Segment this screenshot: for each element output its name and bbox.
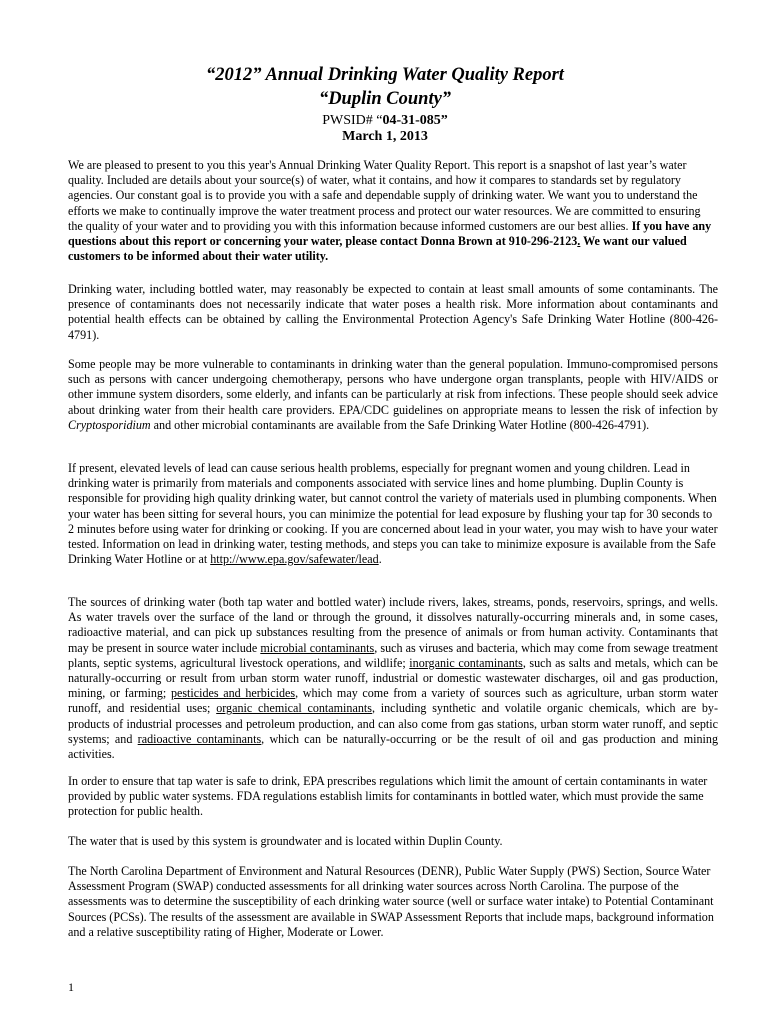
sources-text-c: , such as salts and metals, which can be naturally-occurring or result from urban storm water runoff, industrial or domestic wastewater discharges, oil and gas production, mining, or farming; bbox=[68, 655, 718, 701]
pwsid-value: 04-31-085” bbox=[382, 113, 448, 128]
contaminants-paragraph: Drinking water, including bottled water, may reasonably be expected to contain at least small amounts of some contaminants. The presence of contaminants does not necessarily indicate that water poses a health risk. More information about contaminants and potential health effects can be obtained by calling the Environmental Protection Agency's Safe Drinking Water Hotline (800-426-4791). bbox=[68, 282, 718, 342]
groundwater-paragraph: The water that is used by this system is groundwater and is located within Duplin County. bbox=[68, 834, 503, 848]
lead-paragraph bbox=[68, 461, 718, 567]
organic-chemical-term: organic chemical contaminants bbox=[216, 701, 372, 716]
swap-paragraph: The North Carolina Department of Environment and Natural Resources (DENR), Public Water Supply (PWS) Section, Source Water Assessment Program (SWAP) conducted assessments for all drinking water sources across North Carolina. The purpose of the assessments was to determine the susceptibility of each drinking water source (well or surface water intake) to Potential Contaminant Sources (PCSs). The results of the assessment are available in SWAP Assessment Reports that include maps, background information and a relative susceptibility rating of Higher, Moderate or Lower. bbox=[68, 864, 714, 939]
vulnerable-paragraph bbox=[68, 357, 718, 433]
customers-text: We want our valued customers to be informed about their water utility. bbox=[68, 234, 687, 264]
report-title: “2012” Annual Drinking Water Quality Report bbox=[206, 65, 564, 85]
sources-text-f: , which can be naturally-occurring or be the result of oil and gas production and mining activities. bbox=[68, 731, 718, 762]
microbial-contaminants-term: microbial contaminants bbox=[260, 640, 375, 655]
sources-text-b: , such as viruses and bacteria, which may come from sewage treatment plants, septic systems, agricultural livestock operations, and wildlife; bbox=[68, 640, 718, 670]
intro-paragraph bbox=[68, 158, 718, 264]
intro-text: We are pleased to present to you this year's Annual Drinking Water Quality Report. This report is a snapshot of last year’s water quality. Included are details about your source(s) of water, what it contains, and how it compares to standards set by regulatory agencies. Our constant goal is to provide you with a safe and dependable supply of drinking water. We want you to understand the efforts we make to continually improve the water treatment process and protect our water resources. We are committed to ensuring the quality of your water and to providing you with this information because informed customers are our best allies. bbox=[68, 158, 701, 233]
sources-text-d: , which may come from a variety of sources such as agriculture, urban storm water runoff, and residential uses; bbox=[68, 686, 718, 716]
lead-end: . bbox=[378, 552, 382, 567]
report-date: March 1, 2013 bbox=[342, 129, 428, 144]
pesticides-term: pesticides and herbicides bbox=[170, 686, 296, 701]
inorganic-contaminants-term: inorganic contaminants bbox=[409, 655, 523, 670]
epa-lead-link[interactable]: http://www.epa.gov/safewater/lead bbox=[210, 552, 379, 567]
regulations-paragraph: In order to ensure that tap water is safe to drink, EPA prescribes regulations which limit the amount of certain contaminants in water provided by public water systems. FDA regulations establish limits for contaminants in bottled water, which must provide the same protection for public health. bbox=[68, 774, 708, 819]
county-title: “Duplin County” bbox=[318, 89, 452, 109]
sources-text-e: , including synthetic and volatile organic chemicals, which are by-products of industrial processes and petroleum production, and can also come from gas stations, urban storm water runoff, and septic systems; and bbox=[68, 701, 718, 746]
radioactive-term: radioactive contaminants bbox=[137, 731, 262, 746]
cryptosporidium-text: Cryptosporidium bbox=[68, 417, 151, 432]
pwsid-label: PWSID# “ bbox=[322, 113, 383, 128]
contact-text: If you have any questions about this report or concerning your water, please contact Donna Brown at 910-296-2123 bbox=[68, 218, 712, 249]
vulnerable-text-a: Some people may be more vulnerable to contaminants in drinking water than the general population. Immuno-compromised persons such as persons with cancer undergoing chemotherapy, persons who have undergone organ transplants, people with HIV/AIDS or other immune system disorders, some elderly, and infants can be particularly at risk from infections. These people should seek advice about drinking water from their health care providers. EPA/CDC guidelines on appropriate means to lessen the risk of infection by bbox=[68, 357, 718, 417]
lead-text: If present, elevated levels of lead can cause serious health problems, especially for pregnant women and young children. Lead in drinking water is primarily from materials and components associated with service lines and home plumbing. Duplin County is responsible for providing high quality drinking water, but cannot control the variety of materials used in plumbing components. When your water has been sitting for several hours, you can minimize the potential for lead exposure by flushing your tap for 30 seconds to 2 minutes before using water for drinking or cooking. If you are concerned about lead in your water, you may wish to have your water tested. Information on lead in drinking water, testing methods, and steps you can take to minimize exposure is available from the Safe Drinking Water Hotline or at bbox=[68, 461, 718, 567]
page-number: 1 bbox=[68, 980, 74, 994]
pwsid-line bbox=[0, 112, 770, 129]
sources-text-a: The sources of drinking water (both tap water and bottled water) include rivers, lakes, streams, ponds, reservoirs, springs, and wells. As water travels over the surface of the land or through the ground, it dissolves naturally-occurring minerals and, in some cases, radioactive material, and can pick up substances resulting from the presence of animals or from human activity. Contaminants that may be present in source water include bbox=[68, 595, 718, 655]
contact-period: . bbox=[577, 234, 581, 249]
vulnerable-text-b: and other microbial contaminants are available from the Safe Drinking Water Hotline (800-426-4791). bbox=[150, 417, 650, 432]
sources-paragraph bbox=[68, 595, 718, 762]
